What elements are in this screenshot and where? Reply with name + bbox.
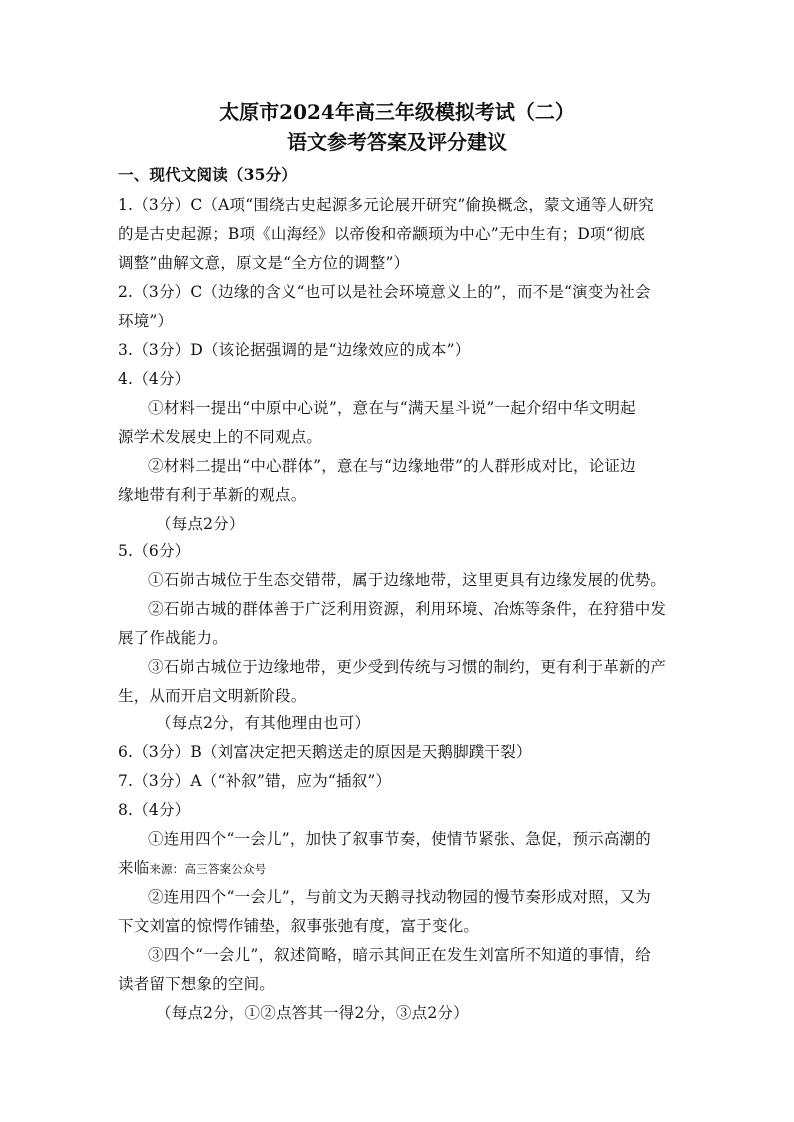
q3-line-1: 3.（3分）D（该论据强调的是“边缘效应的成本”） <box>118 341 471 359</box>
q8-point-1-line-1: ①连用四个“一会儿”，加快了叙事节奏，使情节紧张、急促，预示高潮的 <box>148 830 651 848</box>
document-title: 太原市2024年高三年级模拟考试（二） <box>219 100 575 124</box>
q8-point-1-line-2 <box>118 857 266 880</box>
q8-point-2-line-2: 下文刘富的惊愕作铺垫，叙事张弛有度，富于变化。 <box>118 917 480 935</box>
q5-point-3-line-2: 生，从而开启文明新阶段。 <box>118 687 307 705</box>
q8-scoring-note: （每点2分，①②点答其一得2分，③点2分） <box>156 1004 469 1022</box>
section-heading: 一、现代文阅读（35分） <box>118 165 297 184</box>
document-subtitle: 语文参考答案及评分建议 <box>287 130 507 154</box>
q4-point-1-line-2: 源学术发展史上的不同观点。 <box>118 428 323 446</box>
q5-point-3-line-1: ③石峁古城位于边缘地带，更少受到传统与习惯的制约，更有利于革新的产 <box>148 658 667 676</box>
q5-point-2-line-1: ②石峁古城的群体善于广泛利用资源，利用环境、冶炼等条件，在狩猎中发 <box>148 600 667 618</box>
q8-point-3-line-2: 读者留下想象的空间。 <box>118 975 276 993</box>
q5-point-1-line-1: ①石峁古城位于生态交错带，属于边缘地带，这里更具有边缘发展的优势。 <box>148 571 667 589</box>
q1-line-1: 1.（3分）C（A项“围绕古史起源多元论展开研究”偷换概念，蒙文通等人研究 <box>118 196 654 214</box>
q2-line-2: 环境”） <box>118 312 174 330</box>
q2-line-1: 2.（3分）C（边缘的含义“也可以是社会环境意义上的”，而不是“演变为社会 <box>118 283 651 301</box>
q8-label: 8.（4分） <box>118 801 191 819</box>
source-watermark: 来源：高三答案公众号 <box>149 862 267 876</box>
q8-point-2-line-1: ②连用四个“一会儿”，与前文为天鹅寻找动物园的慢节奏形成对照，又为 <box>148 888 651 906</box>
q4-scoring-note: （每点2分） <box>156 515 245 533</box>
q6-line-1: 6.（3分）B（刘富决定把天鹅送走的原因是天鹅脚蹼干裂） <box>118 743 532 761</box>
q4-label: 4.（4分） <box>118 370 191 388</box>
q5-scoring-note: （每点2分，有其他理由也可） <box>156 714 371 732</box>
q8-point-3-line-1: ③四个“一会儿”，叙述简略，暗示其间正在发生刘富所不知道的事情，给 <box>148 946 651 964</box>
q4-point-2-line-1: ②材料二提出“中心群体”，意在与“边缘地带”的人群形成对比，论证边 <box>148 457 636 475</box>
q1-line-2: 的是古史起源；B项《山海经》以帝俊和帝颛顼为中心”无中生有；D项“彻底 <box>118 225 646 243</box>
q8-point-1-end-text: 来临 <box>118 859 150 877</box>
q1-line-3: 调整”曲解文意，原文是“全方位的调整”） <box>118 254 410 272</box>
q5-label: 5.（6分） <box>118 542 191 560</box>
q7-line-1: 7.（3分）A（“补叙”错，应为“插叙”） <box>118 772 392 790</box>
q5-point-2-line-2: 展了作战能力。 <box>118 629 228 647</box>
q4-point-1-line-1: ①材料一提出“中原中心说”，意在与“满天星斗说”一起介绍中华文明起 <box>148 399 636 417</box>
q4-point-2-line-2: 缘地带有利于革新的观点。 <box>118 486 307 504</box>
